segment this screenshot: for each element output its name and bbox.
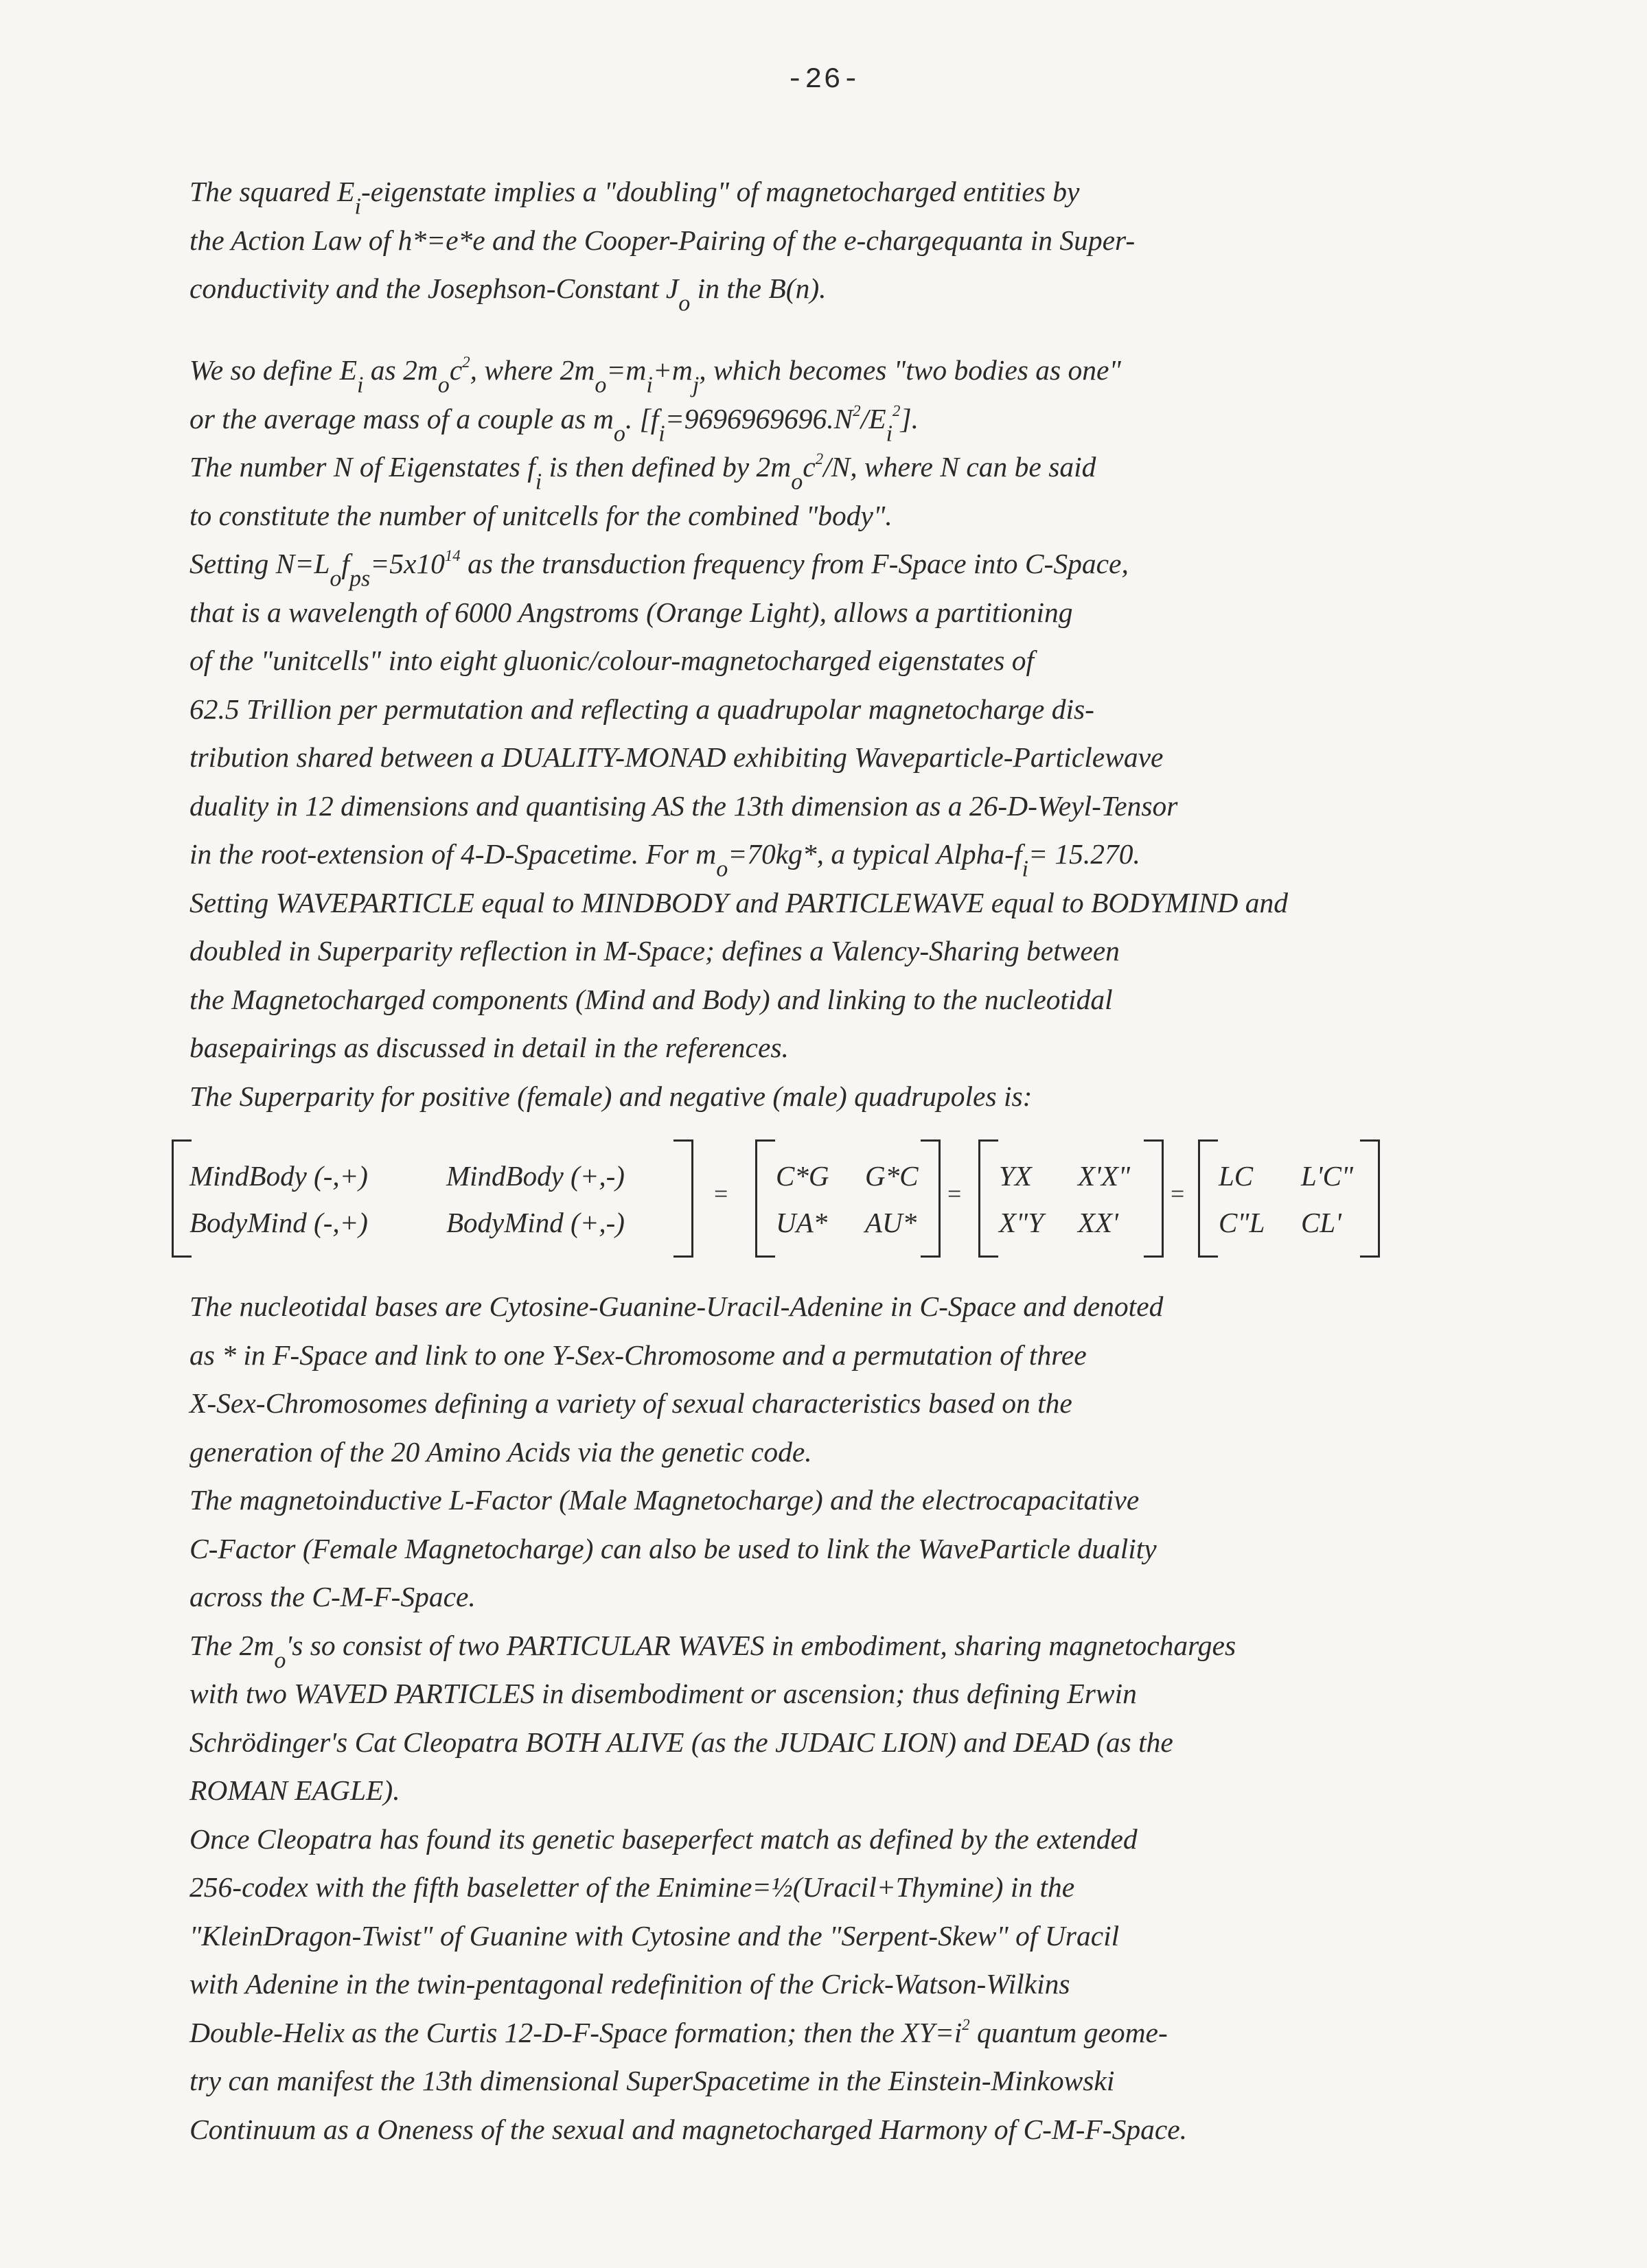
page-number: -26- (786, 63, 861, 96)
matrix-chromosomes (978, 1139, 1164, 1256)
text-line: Continuum as a Oneness of the sexual and magnetocharged Harmony of C-M-F-Space. (189, 2113, 1188, 2145)
text-line: duality in 12 dimensions and quantising AS the 13th dimension as a 26-D-Weyl-Tensor (189, 789, 1178, 822)
text-line: Schrödinger's Cat Cleopatra BOTH ALIVE (as the JUDAIC LION) and DEAD (as the (189, 1726, 1173, 1758)
matrix-cell: MindBody (+,-) (446, 1160, 625, 1192)
paragraph-eigenstate-doubling (189, 167, 1569, 316)
text-line: Double-Helix as the Curtis 12-D-F-Space formation; then the $XY=i^2$ quantum geome- (189, 2015, 1168, 2048)
text-line: Setting WAVEPARTICLE equal to MINDBODY and PARTICLEWAVE equal to BODYMIND and (189, 886, 1289, 918)
matrix-nucleotides (755, 1139, 941, 1256)
bracket-right (921, 1139, 941, 1258)
text-line: or the average mass of a couple as $m_o$. $[f_i=9696969696.N^2/E_i^2]$. (189, 402, 919, 447)
matrix-cell: C*G (776, 1160, 829, 1192)
text-line: Setting $N=L_of_{ps}=5x10^{14}$ as the transduction frequency from F-Space into C-Space, (189, 546, 1129, 592)
bracket-right (673, 1139, 693, 1258)
paragraph-eigenstate-definition (189, 346, 1569, 1120)
matrix-cell: MindBody (-,+) (189, 1160, 368, 1192)
text-line: with Adenine in the twin-pentagonal redefinition of the Crick-Watson-Wilkins (189, 1968, 1070, 2000)
text-line: C-Factor (Female Magnetocharge) can also be used to link the WaveParticle duality (189, 1532, 1157, 1564)
text-line: across the C-M-F-Space. (189, 1581, 476, 1612)
text-line: tribution shared between a DUALITY-MONAD exhibiting Waveparticle-Particlewave (189, 741, 1164, 773)
matrix-cell: BodyMind (-,+) (189, 1207, 368, 1238)
bracket-right (1144, 1139, 1164, 1258)
text-line: 62.5 Trillion per permutation and reflecting a quadrupolar magnetocharge dis- (189, 693, 1094, 725)
text-line: ROMAN EAGLE). (189, 1774, 400, 1806)
matrix-cell: YX (999, 1160, 1032, 1192)
text-line: in the root-extension of 4-D-Spacetime. For $m_o=70kg*$, a typical Alpha-$f_i= 15.270$. (189, 838, 1140, 882)
matrix-cell: UA* (776, 1207, 828, 1238)
text-line: We so define $E_i$ as $2m_oc^2$, where $2m_o=m_i+m_j$, which becomes "two bodies as one" (189, 353, 1121, 398)
text-line: The Superparity for positive (female) and negative (male) quadrupoles is: (189, 1080, 1033, 1112)
bracket-left (1198, 1139, 1218, 1258)
text-line: "KleinDragon-Twist" of Guanine with Cytosine and the "Serpent-Skew" of Uracil (189, 1919, 1120, 1952)
matrix-cell: X"Y (999, 1207, 1044, 1238)
text-line: The number N of Eigenstates $f_i$ is then defined by $2m_oc^2/N$, where N can be said (189, 450, 1096, 495)
text-line: generation of the 20 Amino Acids via the genetic code. (189, 1435, 812, 1468)
matrix-cell: X'X" (1078, 1160, 1131, 1192)
text-line: basepairings as discussed in detail in the references. (189, 1032, 789, 1063)
matrix-cell: C"L (1219, 1207, 1265, 1238)
matrix-cell: AU* (865, 1207, 917, 1238)
matrix-cell: BodyMind (+,-) (446, 1207, 625, 1238)
equals-sign: = (714, 1180, 728, 1207)
text-line: the Action Law of h*=e*e and the Cooper-Pairing of the e-chargequanta in Super- (189, 224, 1136, 256)
text-line: The nucleotidal bases are Cytosine-Guanine-Uracil-Adenine in C-Space and denoted (189, 1291, 1164, 1322)
text-line: The magnetoinductive L-Factor (Male Magnetocharge) and the electrocapacitative (189, 1484, 1140, 1516)
text-line: Once Cleopatra has found its genetic baseperfect match as defined by the extended (189, 1822, 1138, 1855)
text-line: X-Sex-Chromosomes defining a variety of sexual characteristics based on the (189, 1387, 1072, 1419)
text-line: The $2m_o's$ so consist of two PARTICULAR WAVES in embodiment, sharing magnetocharges (189, 1629, 1236, 1674)
bracket-left (755, 1139, 775, 1258)
text-line: try can manifest the 13th dimensional SuperSpacetime in the Einstein-Minkowski (189, 2065, 1115, 2096)
matrix-mindbody (172, 1139, 693, 1256)
equals-sign: = (947, 1180, 962, 1207)
superparity-matrix-equation (172, 1139, 1380, 1256)
text-line: the Magnetocharged components (Mind and Body) and linking to the nucleotidal (189, 983, 1113, 1015)
matrix-cell: CL' (1301, 1207, 1341, 1238)
matrix-cell: G*C (865, 1160, 919, 1192)
text-line: conductivity and the Josephson-Constant $J_o$ in the B(n). (189, 273, 827, 316)
bracket-left (172, 1139, 192, 1258)
text-line: of the "unitcells" into eight gluonic/colour-magnetocharged eigenstates of (189, 645, 1035, 676)
text-line: The squared $E_i$-eigenstate implies a "doubling" of magnetocharged entities by (189, 176, 1080, 220)
text-line: 256-codex with the fifth baseletter of the Enimine=½(Uracil+Thymine) in the (189, 1871, 1075, 1903)
text-line: to constitute the number of unitcells for the combined "body". (189, 499, 892, 531)
bracket-left (978, 1139, 998, 1258)
text-line: that is a wavelength of 6000 Angstroms (Orange Light), allows a partitioning (189, 596, 1073, 628)
matrix-cell: L'C" (1301, 1160, 1354, 1192)
matrix-lc-factors (1198, 1139, 1380, 1256)
equals-sign: = (1171, 1180, 1185, 1207)
bracket-right (1360, 1139, 1380, 1258)
matrix-cell: LC (1219, 1160, 1254, 1192)
text-line: with two WAVED PARTICLES in disembodiment or ascension; thus defining Erwin (189, 1678, 1137, 1709)
text-line: doubled in Superparity reflection in M-Space; defines a Valency-Sharing between (189, 935, 1120, 967)
text-line: as * in F-Space and link to one Y-Sex-Chromosome and a permutation of three (189, 1339, 1087, 1371)
paragraph-nucleotidal-bases (189, 1282, 1569, 2153)
matrix-cell: XX' (1078, 1207, 1118, 1238)
